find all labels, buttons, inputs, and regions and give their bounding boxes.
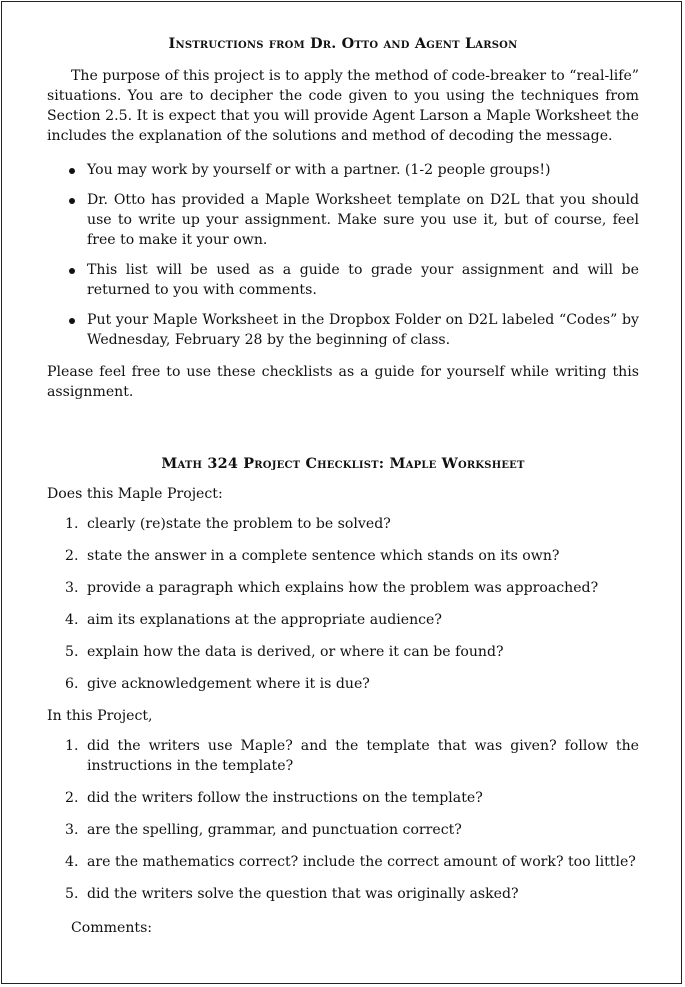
list-item bbox=[47, 546, 639, 566]
checklist-list-1 bbox=[47, 514, 639, 694]
bullet-item bbox=[47, 160, 639, 180]
list-number: 4. bbox=[65, 612, 79, 628]
list-item bbox=[47, 788, 639, 808]
list-text: state the answer in a complete sentence which stands on its own? bbox=[87, 548, 560, 564]
document-page bbox=[47, 32, 639, 938]
list-number: 4. bbox=[65, 854, 79, 870]
bullet-text: Put your Maple Worksheet in the Dropbox Folder on D2L labeled “Codes” by Wednesday, February 28 by the beginning of class. bbox=[87, 312, 639, 348]
checklist-lead-1: Does this Maple Project: bbox=[47, 486, 223, 502]
list-text: provide a paragraph which explains how the problem was approached? bbox=[87, 580, 599, 596]
list-number: 1. bbox=[65, 738, 79, 754]
intro-paragraph: The purpose of this project is to apply the method of code-breaker to “real-life” situations. You are to decipher the code given to you using the techniques from Section 2.5. It is expect that you will provide Agent Larson a Maple Worksheet the includes the explanation of the solutions and method of decoding the message. bbox=[47, 68, 639, 144]
checklist-list-2 bbox=[47, 736, 639, 904]
list-number: 5. bbox=[65, 886, 79, 902]
bullet-text: This list will be used as a guide to grade your assignment and will be returned to you with comments. bbox=[87, 262, 639, 298]
list-item bbox=[47, 514, 639, 534]
comments-label: Comments: bbox=[71, 920, 153, 936]
list-item bbox=[47, 674, 639, 694]
list-item bbox=[47, 884, 639, 904]
list-text: did the writers solve the question that was originally asked? bbox=[87, 886, 519, 902]
closing-paragraph: Please feel free to use these checklists as a guide for yourself while writing this assignment. bbox=[47, 364, 639, 400]
list-text: are the mathematics correct? include the correct amount of work? too little? bbox=[87, 854, 636, 870]
bullet-item bbox=[47, 310, 639, 350]
bullet-text: Dr. Otto has provided a Maple Worksheet template on D2L that you should use to write up your assignment. Make sure you use it, but of course, feel free to make it your own. bbox=[87, 192, 639, 248]
bullet-text: You may work by yourself or with a partner. (1-2 people groups!) bbox=[87, 162, 551, 178]
bullet-icon bbox=[69, 268, 75, 274]
bullet-icon bbox=[69, 198, 75, 204]
list-text: aim its explanations at the appropriate audience? bbox=[87, 612, 442, 628]
bullet-item bbox=[47, 190, 639, 250]
list-number: 2. bbox=[65, 548, 79, 564]
list-text: are the spelling, grammar, and punctuation correct? bbox=[87, 822, 462, 838]
checklist-lead-2: In this Project, bbox=[47, 708, 153, 724]
list-item bbox=[47, 852, 639, 872]
list-number: 5. bbox=[65, 644, 79, 660]
bullet-icon bbox=[69, 318, 75, 324]
instructions-bullet-list bbox=[47, 160, 639, 350]
list-number: 3. bbox=[65, 580, 79, 596]
list-item bbox=[47, 736, 639, 776]
list-text: explain how the data is derived, or where it can be found? bbox=[87, 644, 504, 660]
bullet-icon bbox=[69, 168, 75, 174]
list-number: 6. bbox=[65, 676, 79, 692]
list-item bbox=[47, 578, 639, 598]
list-number: 2. bbox=[65, 790, 79, 806]
list-number: 3. bbox=[65, 822, 79, 838]
list-item bbox=[47, 820, 639, 840]
instructions-title: Instructions from Dr. Otto and Agent Larson bbox=[168, 35, 518, 52]
list-text: give acknowledgement where it is due? bbox=[87, 676, 370, 692]
bullet-item bbox=[47, 260, 639, 300]
list-item bbox=[47, 610, 639, 630]
list-item bbox=[47, 642, 639, 662]
list-text: clearly (re)state the problem to be solved? bbox=[87, 516, 391, 532]
list-text: did the writers follow the instructions on the template? bbox=[87, 790, 483, 806]
list-number: 1. bbox=[65, 516, 79, 532]
list-text: did the writers use Maple? and the template that was given? follow the instructions in the template? bbox=[87, 738, 639, 774]
checklist-title: Math 324 Project Checklist: Maple Worksheet bbox=[161, 455, 525, 472]
